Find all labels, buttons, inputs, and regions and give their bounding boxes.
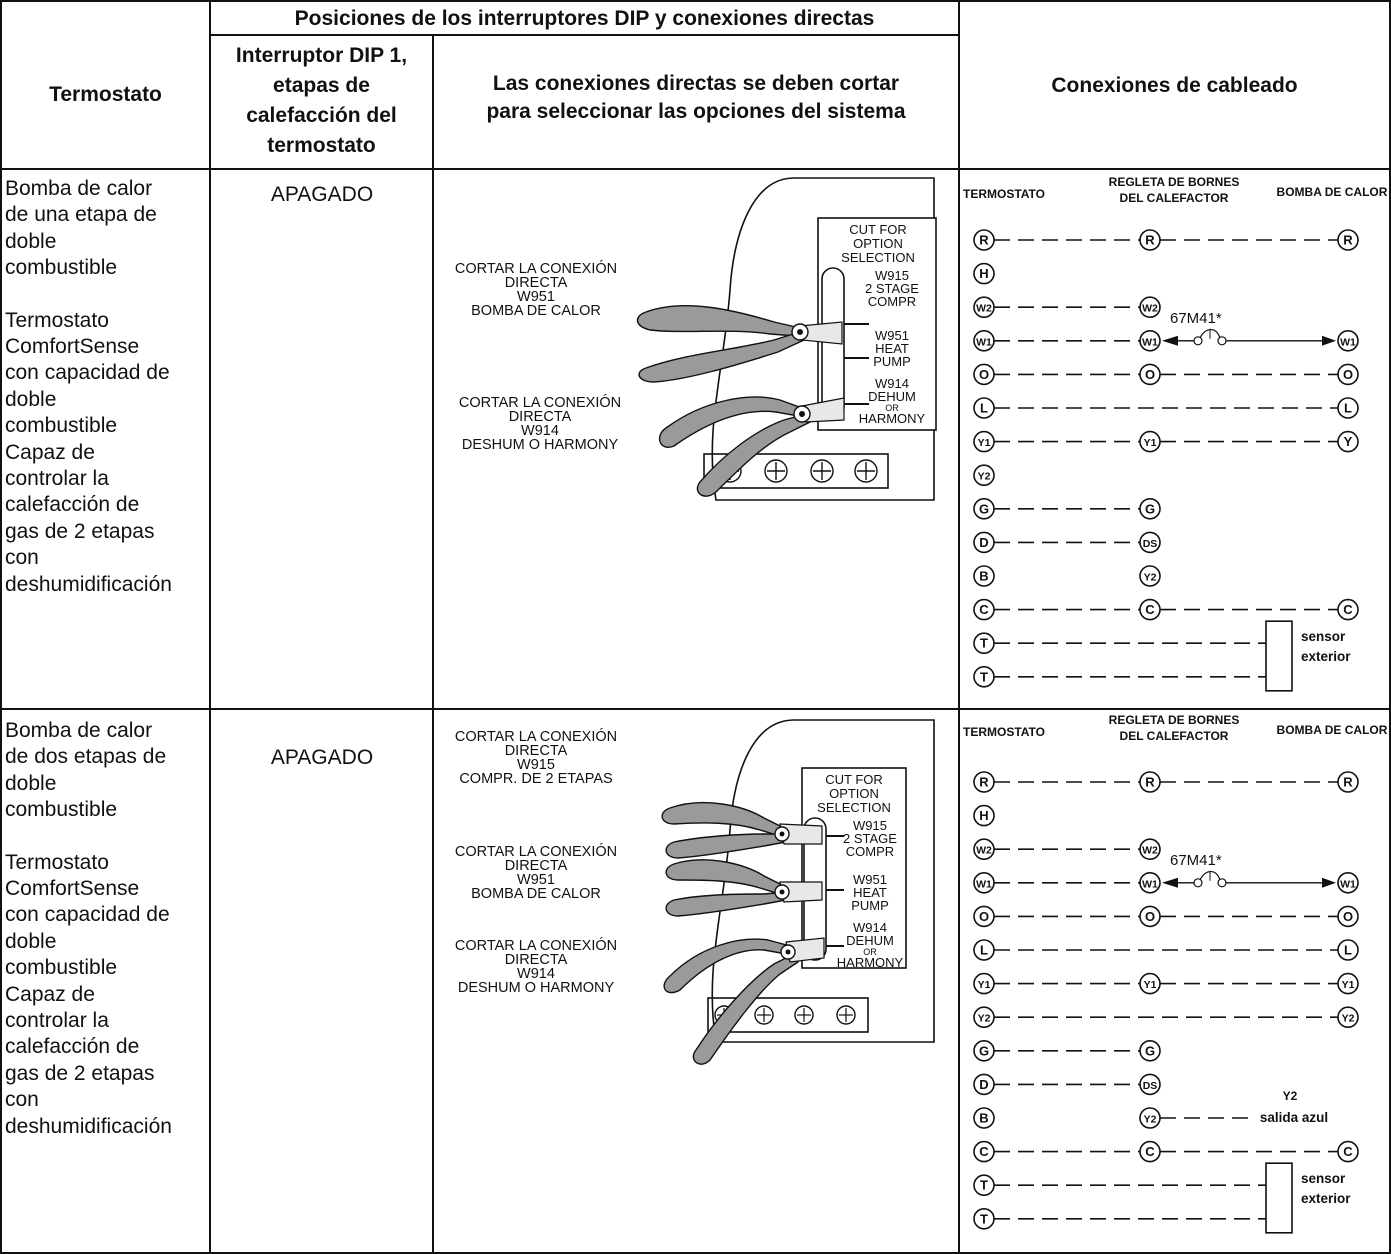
terminal-y1 — [1338, 974, 1358, 994]
terminal-r — [974, 772, 994, 792]
svg-text:W1: W1 — [976, 878, 992, 891]
terminal-c — [1338, 600, 1358, 620]
terminal-w1 — [1338, 873, 1358, 893]
terminal-w2 — [1140, 297, 1160, 317]
terminal-o — [1140, 906, 1160, 926]
svg-text:O: O — [1342, 366, 1354, 382]
terminal-y1 — [974, 974, 994, 994]
terminal-o — [1338, 906, 1358, 926]
cut-label: DIRECTA — [504, 275, 568, 291]
header-jumpers: Las conexiones directas se deben cortar para seleccionar las opciones del sistema — [486, 72, 906, 123]
row2-thermostat-text: Bomba de calor de dos etapas de doble combustible Termostato ComfortSense con capacidad de doble combustible Capaz de controlar la calefacción de gas de 2 etapas con deshumidificación — [5, 719, 172, 1138]
terminal-b — [974, 1108, 994, 1128]
terminal-d — [974, 1074, 994, 1094]
svg-text:H: H — [979, 808, 989, 824]
terminal-b — [974, 566, 994, 586]
board-w951-1: W951 — [875, 328, 909, 343]
svg-text:Y1: Y1 — [1341, 979, 1355, 992]
switch-contact — [1194, 337, 1202, 345]
terminal-w1 — [1338, 331, 1358, 351]
terminal-t — [974, 1175, 994, 1195]
terminal-y2 — [974, 465, 994, 485]
row2-jumper-diagram — [434, 710, 958, 1252]
terminal-y1 — [1140, 974, 1160, 994]
cut-label: CORTAR LA CONEXIÓN — [454, 938, 618, 954]
terminal-y2 — [1338, 1007, 1358, 1027]
terminal-y1 — [974, 432, 994, 452]
terminal-w1 — [1140, 873, 1160, 893]
svg-text:W2: W2 — [1142, 302, 1158, 315]
board-w915-1: W915 — [875, 268, 909, 283]
svg-text:T: T — [980, 669, 988, 685]
svg-text:Y1: Y1 — [977, 979, 991, 992]
terminal-r — [1338, 230, 1358, 250]
svg-text:C: C — [979, 1144, 989, 1160]
svg-text:G: G — [978, 1043, 990, 1059]
row1-jumper-diagram — [434, 170, 958, 708]
cut-label: CORTAR LA CONEXIÓN — [454, 844, 618, 860]
board-w915-2: 2 STAGE — [843, 831, 897, 846]
terminal-o — [974, 906, 994, 926]
svg-text:Y2: Y2 — [977, 470, 991, 483]
svg-text:O: O — [978, 366, 990, 382]
part-number: 67M41* — [1170, 309, 1222, 327]
svg-text:R: R — [1145, 774, 1155, 790]
row1-thermostat-text: Bomba de calor de una etapa de doble combustible Termostato ComfortSense con capacidad de doble combustible Capaz de controlar la calefacción de gas de 2 etapas con deshumidificación — [5, 177, 172, 596]
terminal-o — [1338, 364, 1358, 384]
svg-text:Y1: Y1 — [1143, 979, 1157, 992]
svg-text:W2: W2 — [976, 302, 992, 315]
terminal-t — [974, 667, 994, 687]
svg-text:DS: DS — [1142, 1079, 1158, 1092]
board-w951-3: PUMP — [851, 898, 889, 913]
cut-label: W914 — [521, 423, 559, 439]
wiring-heat-pump-label: BOMBA DE CALOR — [1276, 185, 1388, 199]
svg-text:G: G — [1144, 501, 1156, 517]
terminal-c — [974, 1142, 994, 1162]
svg-text:D: D — [979, 534, 989, 550]
svg-text:W1: W1 — [1142, 336, 1158, 349]
terminal-y2 — [974, 1007, 994, 1027]
terminal-w1 — [974, 873, 994, 893]
terminal-g — [974, 1041, 994, 1061]
terminal-g — [1140, 1041, 1160, 1061]
board-w914-4: HARMONY — [858, 411, 926, 426]
cut-label: DIRECTA — [504, 952, 568, 968]
switch-contact — [1218, 337, 1226, 345]
terminal-w1 — [974, 331, 994, 351]
terminal-l — [974, 398, 994, 418]
row1-wiring-diagram — [960, 170, 1389, 708]
terminal-l — [974, 940, 994, 960]
svg-text:O: O — [978, 908, 990, 924]
terminal-o — [974, 364, 994, 384]
outdoor-sensor — [1266, 621, 1292, 691]
sensor-label: exterior — [1301, 649, 1351, 665]
wiring-thermostat-label: TERMOSTATO — [963, 725, 1045, 739]
cut-label: W951 — [517, 872, 555, 888]
cut-label: CORTAR LA CONEXIÓN — [454, 729, 618, 745]
board-w915-2: 2 STAGE — [865, 281, 919, 296]
svg-text:H: H — [979, 266, 989, 282]
svg-text:B: B — [979, 568, 989, 584]
svg-text:L: L — [980, 942, 988, 958]
terminal-r — [974, 230, 994, 250]
svg-text:C: C — [1145, 1144, 1155, 1160]
svg-text:L: L — [980, 400, 988, 416]
wiring-thermostat-label: TERMOSTATO — [963, 187, 1045, 201]
svg-text:T: T — [980, 1177, 988, 1193]
svg-text:L: L — [1344, 400, 1352, 416]
svg-text:W2: W2 — [976, 844, 992, 857]
terminal-w2 — [1140, 839, 1160, 859]
board-w951-2: HEAT — [853, 885, 887, 900]
header-wiring: Conexiones de cableado — [1051, 74, 1298, 97]
terminal-y2 — [1140, 1108, 1160, 1128]
cut-label: CORTAR LA CONEXIÓN — [458, 395, 622, 411]
board-w914-2: DEHUM — [846, 933, 894, 948]
cut-label: W915 — [517, 757, 555, 773]
sensor-label: exterior — [1301, 1191, 1351, 1207]
svg-text:T: T — [980, 1211, 988, 1227]
svg-text:R: R — [1145, 232, 1155, 248]
terminal-t — [974, 1209, 994, 1229]
terminal-r — [1140, 230, 1160, 250]
terminal-ds — [1140, 1074, 1160, 1094]
board-title-2: OPTION — [829, 786, 879, 801]
board-w915-3: COMPR — [867, 294, 917, 309]
board-w951-3: PUMP — [873, 354, 911, 369]
terminal-y — [1338, 432, 1358, 452]
terminal-l — [1338, 940, 1358, 960]
cut-label: DESHUM O HARMONY — [457, 980, 615, 996]
board-w914-1: W914 — [853, 920, 887, 935]
svg-text:O: O — [1144, 908, 1156, 924]
svg-text:D: D — [979, 1076, 989, 1092]
terminal-c — [974, 600, 994, 620]
wiring-strip-label: REGLETA DE BORNES — [1108, 175, 1240, 189]
terminal-g — [1140, 499, 1160, 519]
svg-text:O: O — [1144, 366, 1156, 382]
board-w914-3: OR — [885, 403, 899, 413]
svg-text:DS: DS — [1142, 537, 1158, 550]
svg-text:W1: W1 — [1340, 336, 1356, 349]
board-w915-3: COMPR — [845, 844, 895, 859]
terminal-ds — [1140, 532, 1160, 552]
svg-text:B: B — [979, 1110, 989, 1126]
svg-text:W1: W1 — [1142, 878, 1158, 891]
header-thermostat: Termostato — [49, 83, 162, 106]
row2-wiring-diagram — [960, 710, 1389, 1252]
board-w915-1: W915 — [853, 818, 887, 833]
cut-label: DIRECTA — [504, 743, 568, 759]
svg-text:W2: W2 — [1142, 844, 1158, 857]
cut-label: DIRECTA — [508, 409, 572, 425]
board-w914-2: DEHUM — [868, 389, 916, 404]
terminal-w1 — [1140, 331, 1160, 351]
terminal-t — [974, 633, 994, 653]
terminal-w2 — [974, 839, 994, 859]
board-w914-4: HARMONY — [836, 955, 904, 970]
row2-dip-value: APAGADO — [270, 746, 374, 769]
svg-text:C: C — [1343, 1144, 1353, 1160]
svg-text:C: C — [1145, 602, 1155, 618]
svg-text:Y2: Y2 — [1143, 1113, 1157, 1126]
outdoor-sensor — [1266, 1163, 1292, 1233]
cut-label: W914 — [517, 966, 555, 982]
svg-text:W1: W1 — [1340, 878, 1356, 891]
svg-text:Y2: Y2 — [1341, 1012, 1355, 1025]
terminal-d — [974, 532, 994, 552]
svg-text:W1: W1 — [976, 336, 992, 349]
svg-text:L: L — [1344, 942, 1352, 958]
svg-text:R: R — [1343, 774, 1353, 790]
wiring-strip-label: REGLETA DE BORNES — [1108, 713, 1240, 727]
svg-text:Y2: Y2 — [977, 1012, 991, 1025]
terminal-c — [1140, 1142, 1160, 1162]
board-title-1: CUT FOR — [825, 772, 883, 787]
svg-text:O: O — [1342, 908, 1354, 924]
cut-label: COMPR. DE 2 ETAPAS — [459, 771, 613, 787]
terminal-y2 — [1140, 566, 1160, 586]
wiring-strip-label: DEL CALEFACTOR — [1119, 729, 1229, 743]
cut-label: W951 — [517, 289, 555, 305]
board-title-2: OPTION — [853, 236, 903, 251]
terminal-r — [1338, 772, 1358, 792]
cut-label: BOMBA DE CALOR — [471, 886, 601, 902]
svg-text:Y: Y — [1343, 434, 1353, 450]
wiring-heat-pump-label: BOMBA DE CALOR — [1276, 723, 1388, 737]
svg-text:C: C — [979, 602, 989, 618]
header-dip: Interruptor DIP 1, etapas de calefacción del termostato — [235, 44, 408, 157]
board-title-3: SELECTION — [817, 800, 891, 815]
terminal-c — [1140, 600, 1160, 620]
svg-text:Y1: Y1 — [977, 437, 991, 450]
terminal-h — [974, 264, 994, 284]
svg-text:Y1: Y1 — [1143, 437, 1157, 450]
svg-text:C: C — [1343, 602, 1353, 618]
cut-label: BOMBA DE CALOR — [471, 303, 601, 319]
svg-text:Y2: Y2 — [1143, 571, 1157, 584]
svg-text:G: G — [978, 501, 990, 517]
wiring-strip-label: DEL CALEFACTOR — [1119, 191, 1229, 205]
board-title-1: CUT FOR — [849, 222, 907, 237]
part-number: 67M41* — [1170, 851, 1222, 869]
svg-text:G: G — [1144, 1043, 1156, 1059]
y2-note: salida azul — [1259, 1110, 1329, 1125]
terminal-o — [1140, 364, 1160, 384]
board-w951-2: HEAT — [875, 341, 909, 356]
cut-label: DESHUM O HARMONY — [461, 437, 619, 453]
terminal-w2 — [974, 297, 994, 317]
board-title-3: SELECTION — [841, 250, 915, 265]
svg-text:R: R — [1343, 232, 1353, 248]
y2-note: Y2 — [1282, 1089, 1298, 1103]
group-header: Posiciones de los interruptores DIP y conexiones directas — [294, 7, 875, 30]
cut-label: CORTAR LA CONEXIÓN — [454, 261, 618, 277]
terminal-r — [1140, 772, 1160, 792]
terminal-y1 — [1140, 432, 1160, 452]
cut-label: DIRECTA — [504, 858, 568, 874]
sensor-label: sensor — [1301, 1171, 1346, 1187]
terminal-l — [1338, 398, 1358, 418]
sensor-label: sensor — [1301, 629, 1346, 645]
svg-text:R: R — [979, 232, 989, 248]
board-w914-1: W914 — [875, 376, 909, 391]
terminal-c — [1338, 1142, 1358, 1162]
switch-contact — [1218, 879, 1226, 887]
board-w951-1: W951 — [853, 872, 887, 887]
svg-text:R: R — [979, 774, 989, 790]
switch-contact — [1194, 879, 1202, 887]
row1-dip-value: APAGADO — [270, 183, 374, 206]
terminal-g — [974, 499, 994, 519]
terminal-h — [974, 806, 994, 826]
svg-text:T: T — [980, 635, 988, 651]
board-w914-3: OR — [863, 947, 877, 957]
